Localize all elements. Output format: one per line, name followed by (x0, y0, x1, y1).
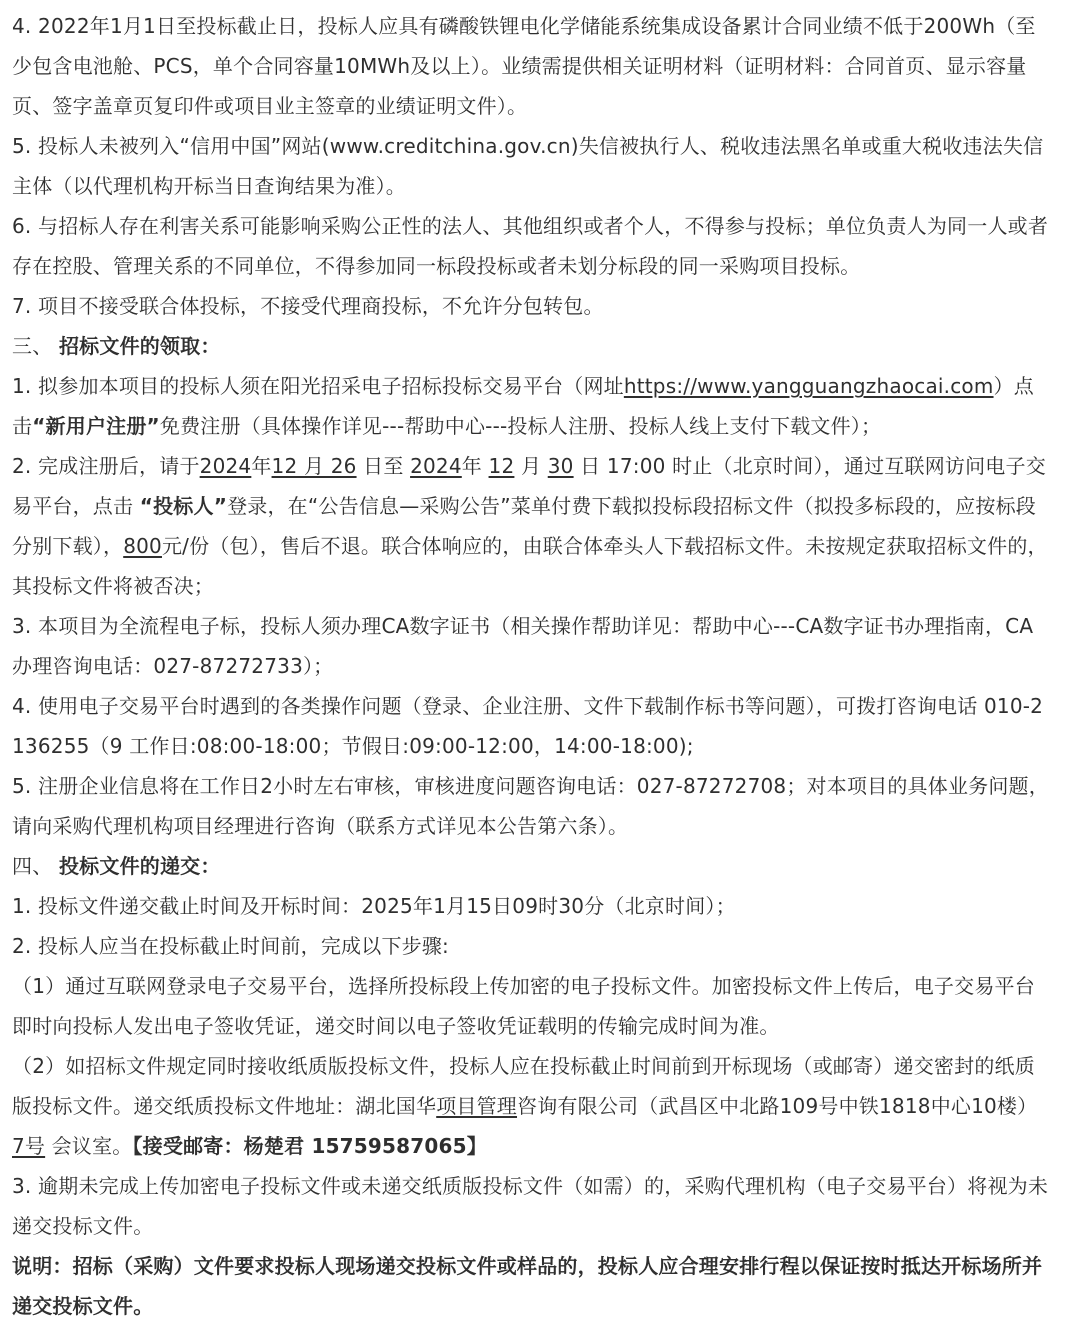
sec4-sub2-text-a: （2）如招标文件规定同时接收纸质版投标文件，投标人应在投标截止时间前到开标现场（或邮寄）递交密封的纸质版投标文件。递交纸质投标文件地址：湖北国华 (12, 1054, 1035, 1118)
start-month-day: 12 月 26 (271, 454, 357, 478)
sec4-heading-title: 投标文件的递交： (58, 854, 221, 878)
sec4-sub1: （1）通过互联网登录电子交易平台，选择所投标段上传加密的电子投标文件。加密投标文件上传后，电子交易平台即时向投标人发出电子签收凭证，递交时间以电子签收凭证载明的传输完成时间为准。 (12, 974, 1035, 1038)
sec3-item2 (12, 446, 1052, 606)
end-day: 30 (547, 454, 574, 478)
sec3-item3: 3. 本项目为全流程电子标，投标人须办理CA数字证书（相关操作帮助详见：帮助中心---CA数字证书办理指南，CA办理咨询电话：027-87272733）； (12, 614, 1034, 678)
sec2-item7: 7. 项目不接受联合体投标，不接受代理商投标，不允许分包转包。 (12, 294, 604, 318)
end-month: 12 (488, 454, 515, 478)
sec3-item2-text-f: 登录，在“公告信息—采购公告”菜单付费下载拟投标段招标文件（拟投多标段的，应按标段分别下载）， (12, 494, 1036, 558)
sec4-sub2 (12, 1046, 1052, 1166)
sec4-sub2-text-b: 咨询有限公司（武昌区中北路109号中铁1818中心10楼） (517, 1094, 1038, 1118)
sec3-item1-text-a: 1. 拟参加本项目的投标人须在阳光招采电子招标投标交易平台（网址 (12, 374, 624, 398)
sec4-item1: 1. 投标文件递交截止时间及开标时间：2025年1月15日09时30分（北京时间）； (12, 894, 736, 918)
sec3-item4: 4. 使用电子交易平台时遇到的各类操作问题（登录、企业注册、文件下载制作标书等问题），可拨打咨询电话 010-2136255（9 工作日:08:00-18:00；节假日:09:00-12:00，14:00-18:00); (12, 694, 1044, 758)
sec4-item3: 3. 逾期未完成上传加密电子投标文件或未递交纸质版投标文件（如需）的，采购代理机构（电子交易平台）将视为未递交投标文件。 (12, 1174, 1049, 1238)
sec3-heading-title: 招标文件的领取： (58, 334, 221, 358)
sec3-heading-num: 三、 (12, 334, 59, 358)
announcement-body (12, 6, 1052, 1326)
bidding-note: 说明：招标（采购）文件要求投标人现场递交投标文件或样品的，投标人应合理安排行程以保证按时抵达开标场所并递交投标文件。 (12, 1254, 1043, 1318)
sec3-item5: 5. 注册企业信息将在工作日2小时左右审核，审核进度问题咨询电话：027-87272708；对本项目的具体业务问题，请向采购代理机构项目经理进行咨询（联系方式详见本公告第六条）。 (12, 774, 1049, 838)
sec4-item2: 2. 投标人应当在投标截止时间前，完成以下步骤: (12, 934, 449, 958)
sec3-item2-text-month: 月 (514, 454, 548, 478)
project-management-link: 项目管理 (436, 1094, 518, 1118)
sec3-item2-text-g: 元/份（包），售后不退。联合体响应的，由联合体牵头人下载招标文件。未按规定获取招标文件的，其投标文件将被否决； (12, 534, 1048, 598)
sec3-heading (12, 326, 1052, 366)
sec2-item6: 6. 与招标人存在利害关系可能影响采购公正性的法人、其他组织或者个人，不得参与投标；单位负责人为同一人或者存在控股、管理关系的不同单位，不得参加同一标段投标或者未划分标段的同一采购项目投标。 (12, 214, 1049, 278)
sec3-item2-text-year2: 年 (461, 454, 489, 478)
sec2-item4: 4. 2022年1月1日至投标截止日，投标人应具有磷酸铁锂电化学储能系统集成设备累计合同业绩不低于200Wh（至少包含电池舱、PCS，单个合同容量10MWh及以上）。业绩需提供相关证明材料（证明材料：合同首页、显示容量页、签字盖章页复印件或项目业主签章的业绩证明文件）。 (12, 14, 1036, 118)
meeting-room-number: 7号 (12, 1134, 46, 1158)
sec4-sub2-text-c: 会议室。 (45, 1134, 133, 1158)
sec3-item2-text-e: 日 17:00 时止（北京时间），通过互联网访问电子交易平台，点击 (12, 454, 1046, 518)
right-edge (1066, 0, 1070, 1326)
start-year: 2024 (199, 454, 252, 478)
mail-contact: 【接受邮寄：杨楚君 15759587065】 (132, 1134, 487, 1158)
sec3-item1-text-b: ）点击 (12, 374, 1034, 438)
sec3-item1 (12, 366, 1052, 446)
sec3-item1-text-c: 免费注册（具体操作详见---帮助中心---投标人注册、投标人线上支付下载文件）； (159, 414, 882, 438)
sec3-item2-text-to: 日至 (356, 454, 411, 478)
end-year: 2024 (410, 454, 462, 478)
platform-link[interactable]: https://www.yangguangzhaocai.com (623, 374, 994, 398)
sec4-heading-num: 四、 (12, 854, 59, 878)
sec4-heading (12, 846, 1052, 886)
bidder-login-label: “投标人” (139, 494, 228, 518)
sec3-item2-text-year: 年 (251, 454, 272, 478)
new-user-register-label: “新用户注册” (32, 414, 160, 438)
sec2-item5: 5. 投标人未被列入“信用中国”网站(www.creditchina.gov.cn)失信被执行人、税收违法黑名单或重大税收违法失信主体（以代理机构开标当日查询结果为准）。 (12, 134, 1044, 198)
document-price: 800 (123, 534, 162, 558)
sec3-item2-text-a: 2. 完成注册后，请于 (12, 454, 200, 478)
